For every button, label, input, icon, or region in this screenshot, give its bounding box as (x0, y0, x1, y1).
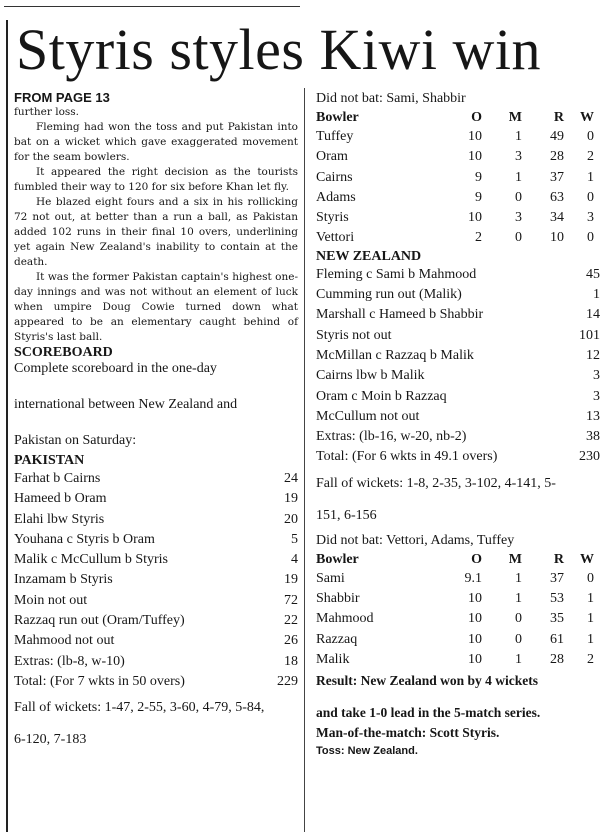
batting-row (316, 326, 600, 346)
bowler-runs: 37 (550, 169, 564, 185)
fow-line: 6-120, 7-183 (14, 732, 87, 748)
batter-name: Styris not out (316, 327, 392, 343)
bowler-name: Tuffey (316, 129, 354, 144)
bowler-maidens: 1 (515, 651, 522, 667)
article-paragraph: It appeared the right decision as the tourists fumbled their way to 120 for six before Khan let fly. (14, 166, 298, 193)
overs-col-header: O (471, 551, 482, 567)
fow-line: Fall of wickets: 1-8, 2-35, 3-102, 4-141, 5- (316, 475, 556, 491)
bowler-name: Sami (316, 570, 345, 586)
batter-name: Elahi lbw Styris (14, 511, 105, 527)
bowler-name: Malik (316, 651, 350, 667)
scoreboard-heading: SCOREBOARD (14, 345, 113, 360)
bowler-maidens: 0 (515, 189, 522, 205)
intro-line: international between New Zealand and (14, 397, 238, 412)
bowler-wickets: 1 (587, 631, 594, 647)
column-divider (304, 88, 305, 832)
bowler-overs: 10 (468, 129, 482, 144)
batting-row (14, 570, 298, 590)
batting-row (14, 489, 298, 509)
batter-runs: 26 (284, 633, 298, 649)
bowling-row (316, 228, 600, 248)
batter-runs: 24 (284, 471, 298, 486)
article-paragraph: He blazed eight fours and a six in his rollicking 72 not out, at better than a run a ball, as Pakistan added 102 runs in their final 10 overs, underlining yet again New Zealand's inability to contain at the death. (14, 196, 298, 268)
total-runs: 229 (277, 673, 298, 689)
bowler-name: Razzaq (316, 631, 358, 647)
total-row (316, 447, 600, 467)
batter-name: Oram c Moin b Razzaq (316, 388, 447, 404)
bowling-row (316, 208, 600, 228)
batter-name: Hameed b Oram (14, 491, 107, 507)
bowling-row (316, 188, 600, 208)
bowler-col-header: Bowler (316, 110, 359, 125)
bowler-overs: 10 (468, 210, 482, 226)
batter-name: Fleming c Sami b Mahmood (316, 266, 477, 282)
bowling-row (316, 168, 600, 188)
batting-row (316, 387, 600, 407)
runs-col-header: R (553, 551, 564, 567)
bowler-wickets: 0 (587, 570, 594, 586)
bowling-header-row (316, 108, 600, 127)
bowler-maidens: 3 (515, 149, 522, 165)
batting-row (14, 591, 298, 611)
bowler-maidens: 0 (515, 611, 522, 627)
bowler-runs: 28 (550, 149, 564, 165)
bowler-overs: 9.1 (464, 570, 482, 586)
wickets-col-header: W (580, 551, 594, 567)
batter-runs: 14 (586, 307, 600, 323)
batter-name: Mahmood not out (14, 633, 115, 649)
batter-runs: 4 (291, 552, 298, 568)
match-result: Result: New Zealand won by 4 wickets (316, 673, 539, 689)
total-label: Total: (For 7 wkts in 50 overs) (14, 673, 185, 689)
bowler-wickets: 1 (587, 591, 594, 607)
bowler-wickets: 0 (587, 129, 594, 144)
toss-info: Toss: New Zealand. (316, 745, 418, 758)
bowler-maidens: 1 (515, 591, 522, 607)
bowling-row (316, 650, 600, 670)
bowler-maidens: 1 (515, 570, 522, 586)
extras-row (14, 652, 298, 672)
bowler-overs: 10 (468, 149, 482, 165)
bowling-row (316, 609, 600, 629)
batting-row (316, 366, 600, 386)
batter-name: Youhana c Styris b Oram (14, 531, 155, 547)
maidens-col-header: M (508, 110, 522, 125)
right-column (316, 90, 600, 758)
batting-row (14, 611, 298, 631)
article-paragraph: It was the former Pakistan captain's highest one-day innings and was not without an element of luck when umpire Doug Cowie turned down what appeared to be an elementary caught behind of Styris's last ball. (14, 271, 298, 343)
bowler-overs: 9 (475, 169, 482, 185)
bowler-wickets: 2 (587, 651, 594, 667)
bowling-row (316, 127, 600, 147)
left-column (14, 90, 298, 756)
batter-name: Moin not out (14, 592, 88, 608)
batter-name: Razzaq run out (Oram/Tuffey) (14, 613, 185, 629)
bowler-overs: 10 (468, 611, 482, 627)
bowler-wickets: 1 (587, 611, 594, 627)
batter-runs: 45 (586, 266, 600, 282)
batter-name: Inzamam b Styris (14, 572, 113, 588)
new-zealand-batting (316, 265, 600, 468)
batter-runs: 13 (586, 408, 600, 424)
nz-bowling-table (316, 108, 600, 249)
bowler-runs: 63 (550, 189, 564, 205)
batting-row (14, 530, 298, 550)
top-rule (4, 6, 300, 7)
new-zealand-did-not-bat: Did not bat: Vettori, Adams, Tuffey (316, 532, 515, 548)
extras-runs: 38 (586, 429, 600, 445)
left-column-rule (6, 20, 8, 832)
batter-name: McMillan c Razzaq b Malik (316, 347, 474, 363)
maidens-col-header: M (508, 551, 522, 567)
bowler-name: Adams (316, 189, 356, 205)
batting-row (316, 305, 600, 325)
pakistan-team-heading: PAKISTAN (14, 453, 85, 468)
bowler-overs: 10 (468, 651, 482, 667)
batter-runs: 72 (284, 592, 298, 608)
bowler-name: Mahmood (316, 611, 374, 627)
batter-name: Marshall c Hameed b Shabbir (316, 307, 484, 323)
batting-row (316, 407, 600, 427)
article-body (14, 105, 298, 345)
bowler-wickets: 3 (587, 210, 594, 226)
bowler-maidens: 3 (515, 210, 522, 226)
intro-line: Complete scoreboard in the one-day (14, 361, 217, 376)
batting-row (14, 469, 298, 489)
runs-col-header: R (553, 110, 564, 125)
batter-name: Cairns lbw b Malik (316, 368, 425, 384)
bowler-maidens: 0 (515, 631, 522, 647)
batting-row (316, 285, 600, 305)
bowler-runs: 37 (550, 570, 564, 586)
bowler-wickets: 0 (587, 230, 594, 246)
total-label: Total: (For 6 wkts in 49.1 overs) (316, 449, 498, 465)
bowler-name: Cairns (316, 169, 353, 185)
bowler-maidens: 1 (515, 129, 522, 144)
bowler-runs: 28 (550, 651, 564, 667)
bowler-wickets: 2 (587, 149, 594, 165)
batter-runs: 19 (284, 572, 298, 588)
pakistan-batting (14, 469, 298, 692)
batter-name: Farhat b Cairns (14, 471, 101, 486)
extras-label: Extras: (lb-16, w-20, nb-2) (316, 429, 467, 445)
overs-col-header: O (471, 110, 482, 125)
batting-row (316, 346, 600, 366)
extras-row (316, 427, 600, 447)
bowler-runs: 35 (550, 611, 564, 627)
bowling-row (316, 589, 600, 609)
bowler-runs: 53 (550, 591, 564, 607)
bowler-runs: 34 (550, 210, 564, 226)
bowler-name: Vettori (316, 230, 355, 246)
batter-runs: 12 (586, 347, 600, 363)
new-zealand-fall-of-wickets (316, 468, 600, 532)
bowler-overs: 2 (475, 230, 482, 246)
extras-runs: 18 (284, 653, 298, 669)
headline: Styris styles Kiwi win (16, 17, 541, 82)
bowler-overs: 9 (475, 189, 482, 205)
intro-line: Pakistan on Saturday: (14, 433, 137, 448)
extras-label: Extras: (lb-8, w-10) (14, 653, 125, 669)
batter-runs: 22 (284, 613, 298, 629)
article-paragraph: further loss. (14, 106, 80, 118)
article-paragraph: Fleming had won the toss and put Pakistan into bat on a wicket which gave exaggerated movement for the seam bowlers. (14, 121, 298, 163)
kicker: FROM PAGE 13 (14, 90, 110, 105)
bowling-row (316, 569, 600, 589)
bowler-name: Shabbir (316, 591, 360, 607)
bowler-wickets: 1 (587, 169, 594, 185)
bowler-runs: 10 (550, 230, 564, 246)
bowling-row (316, 630, 600, 650)
batting-row (14, 550, 298, 570)
batting-row (316, 265, 600, 285)
batter-runs: 3 (593, 368, 600, 384)
bowling-row (316, 147, 600, 167)
pak-bowling-table (316, 550, 600, 670)
bowler-maidens: 1 (515, 169, 522, 185)
series-result: and take 1-0 lead in the 5-match series. (316, 705, 541, 721)
bowler-wickets: 0 (587, 189, 594, 205)
bowler-name: Oram (316, 149, 348, 165)
new-zealand-team-heading: NEW ZEALAND (316, 248, 422, 264)
total-runs: 230 (579, 449, 600, 465)
wickets-col-header: W (580, 110, 594, 125)
scoreboard-intro (14, 361, 298, 453)
total-row (14, 672, 298, 692)
bowler-maidens: 0 (515, 230, 522, 246)
fow-line: Fall of wickets: 1-47, 2-55, 3-60, 4-79, 5-84, (14, 700, 265, 716)
batter-runs: 1 (593, 287, 600, 303)
bowler-overs: 10 (468, 591, 482, 607)
batter-runs: 19 (284, 491, 298, 507)
batter-runs: 101 (579, 327, 600, 343)
batting-row (14, 510, 298, 530)
bowler-name: Styris (316, 210, 349, 226)
batter-runs: 5 (291, 531, 298, 547)
pakistan-did-not-bat: Did not bat: Sami, Shabbir (316, 91, 466, 106)
fow-line: 151, 6-156 (316, 507, 377, 523)
man-of-the-match: Man-of-the-match: Scott Styris. (316, 725, 500, 741)
batter-runs: 20 (284, 511, 298, 527)
batter-name: Cumming run out (Malik) (316, 287, 462, 303)
batting-row (14, 631, 298, 651)
bowler-overs: 10 (468, 631, 482, 647)
bowling-header-row (316, 550, 600, 569)
bowler-runs: 61 (550, 631, 564, 647)
pakistan-fall-of-wickets (14, 692, 298, 756)
batter-runs: 3 (593, 388, 600, 404)
bowler-col-header: Bowler (316, 551, 359, 567)
batter-name: McCullum not out (316, 408, 420, 424)
batter-name: Malik c McCullum b Styris (14, 552, 168, 568)
bowler-runs: 49 (550, 129, 564, 144)
